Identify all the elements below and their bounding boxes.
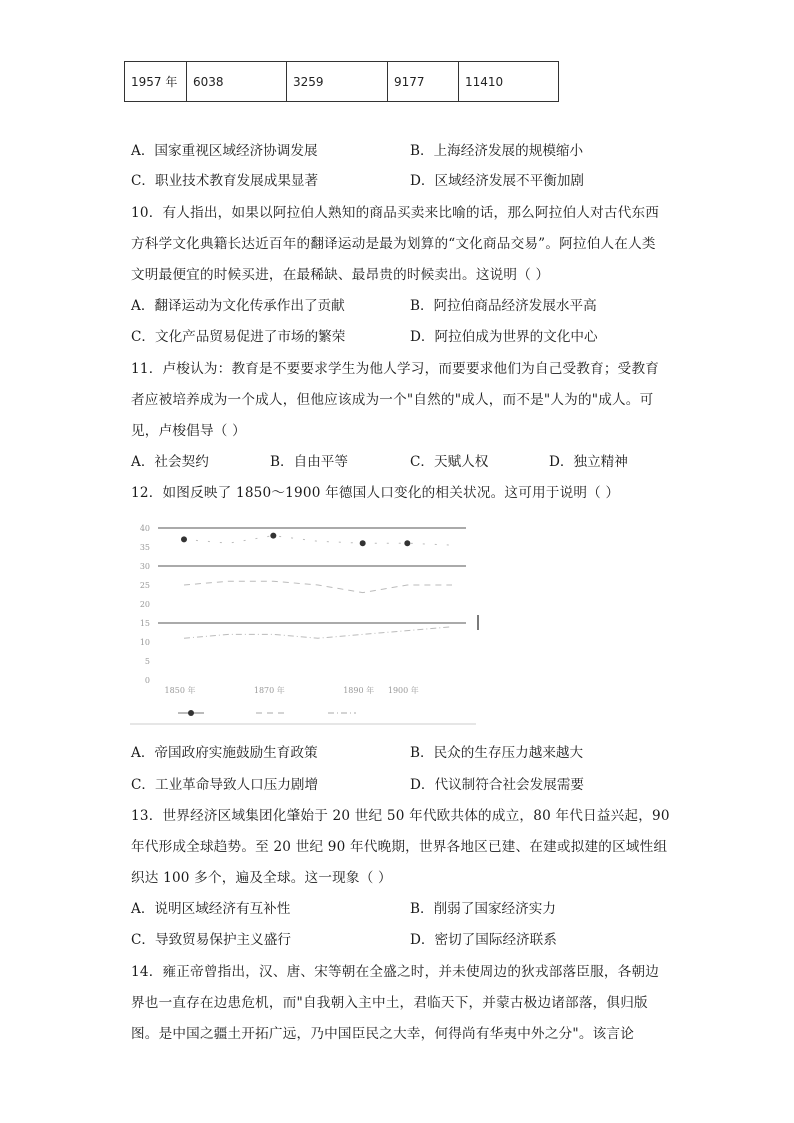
table-cell-year: 1957 年 xyxy=(125,62,187,102)
q13-option-d: D．密切了国际经济联系 xyxy=(410,932,557,948)
q9-option-d: D．区域经济发展不平衡加剧 xyxy=(410,173,585,189)
legend-marker-1 xyxy=(188,710,194,716)
q12-stem-line-1: 12．如图反映了 1850～1900 年德国人口变化的相关状况。这可用于说明（ ） xyxy=(131,485,620,501)
y-tick-label: 30 xyxy=(139,562,150,571)
data-point xyxy=(404,540,410,546)
y-tick-label: 15 xyxy=(139,619,150,628)
q10-stem-line-3: 文明最便宜的时候买进，在最稀缺、最昂贵的时候卖出。这说明（ ） xyxy=(131,267,550,283)
q11-stem-line-1: 11．卢梭认为：教育是不要要求学生为他人学习，而要要求他们为自己受教育；受教育 xyxy=(131,361,660,377)
data-point xyxy=(360,540,366,546)
x-tick-label: 1900 年 xyxy=(387,686,419,695)
q14-stem-line-2: 界也一直存在边患危机，而"自我朝入主中土，君临天下，并蒙古极边诸部落，俱归版 xyxy=(131,995,648,1011)
q11-option-b: B．自由平等 xyxy=(270,454,348,470)
q10-option-c: C．文化产品贸易促进了市场的繁荣 xyxy=(131,329,346,345)
y-tick-label: 20 xyxy=(139,600,150,609)
q11-option-c: C．天赋人权 xyxy=(410,454,489,470)
q13-stem-line-1: 13．世界经济区域集团化肇始于 20 世纪 50 年代欧共体的成立，80 年代日益兴起，90 xyxy=(131,808,670,824)
q13-option-a: A．说明区域经济有互补性 xyxy=(131,901,291,917)
table-cell: 3259 xyxy=(287,62,388,102)
x-tick-label: 1870 年 xyxy=(253,686,285,695)
data-table xyxy=(124,61,559,102)
q13-stem-line-2: 年代形成全球趋势。至 20 世纪 90 年代晚期，世界各地区已建、在建或拟建的区域性组 xyxy=(131,839,668,855)
q12-option-a: A．帝国政府实施鼓励生育政策 xyxy=(131,745,318,761)
data-point xyxy=(181,536,187,542)
q10-stem-line-1: 10．有人指出，如果以阿拉伯人熟知的商品买卖来比喻的话，那么阿拉伯人对古代东西 xyxy=(131,205,660,221)
q12-option-d: D．代议制符合社会发展需要 xyxy=(410,777,585,793)
data-point xyxy=(270,533,276,539)
q13-stem-line-3: 织达 100 多个，遍及全球。这一现象（ ） xyxy=(131,870,392,886)
series-line-1 xyxy=(184,536,452,546)
q11-option-d: D．独立精神 xyxy=(549,454,628,470)
q12-option-b: B．民众的生存压力越来越大 xyxy=(410,745,584,761)
y-tick-label: 10 xyxy=(139,638,150,647)
q10-option-a: A．翻译运动为文化传承作出了贡献 xyxy=(131,298,345,314)
q9-option-c: C．职业技术教育发展成果显著 xyxy=(131,173,319,189)
q10-option-b: B．阿拉伯商品经济发展水平高 xyxy=(410,298,597,314)
q14-stem-line-3: 图。是中国之疆土开拓广远，乃中国臣民之大幸，何得尚有华夷中外之分"。该言论 xyxy=(131,1026,635,1042)
table-cell: 9177 xyxy=(388,62,459,102)
q12-option-c: C．工业革命导致人口压力剧增 xyxy=(131,777,319,793)
q9-option-b: B．上海经济发展的规模缩小 xyxy=(410,143,584,159)
q11-stem-line-2: 者应被培养成为一个成人，但他应该成为一个"自然的"成人，而不是"人为的"成人。可 xyxy=(131,392,654,408)
y-tick-label: 5 xyxy=(144,657,150,666)
table-cell: 11410 xyxy=(459,62,559,102)
q11-option-a: A．社会契约 xyxy=(131,454,209,470)
y-tick-label: 25 xyxy=(139,581,150,590)
y-tick-label: 0 xyxy=(144,676,150,685)
q9-option-a: A．国家重视区域经济协调发展 xyxy=(131,143,318,159)
q13-option-b: B．削弱了国家经济实力 xyxy=(410,901,556,917)
q10-option-d: D．阿拉伯成为世界的文化中心 xyxy=(410,329,598,345)
table-row xyxy=(125,62,559,102)
table-cell: 6038 xyxy=(187,62,287,102)
x-tick-label: 1850 年 xyxy=(164,686,196,695)
y-tick-label: 35 xyxy=(139,543,150,552)
q10-stem-line-2: 方科学文化典籍长达近百年的翻译运动是最为划算的“文化商品交易”。阿拉伯人在人类 xyxy=(131,236,656,252)
series-line-2 xyxy=(184,581,452,592)
q14-stem-line-1: 14．雍正帝曾指出，汉、唐、宋等朝在全盛之时，并未使周边的狄戎部落臣服，各朝边 xyxy=(131,964,660,980)
series-line-3 xyxy=(184,627,452,638)
q11-stem-line-3: 见，卢梭倡导（ ） xyxy=(131,423,246,439)
chart-svg xyxy=(128,516,480,728)
x-tick-label: 1890 年 xyxy=(343,686,375,695)
q13-option-c: C．导致贸易保护主义盛行 xyxy=(131,932,291,948)
y-tick-label: 40 xyxy=(139,524,150,533)
population-chart xyxy=(128,516,480,728)
